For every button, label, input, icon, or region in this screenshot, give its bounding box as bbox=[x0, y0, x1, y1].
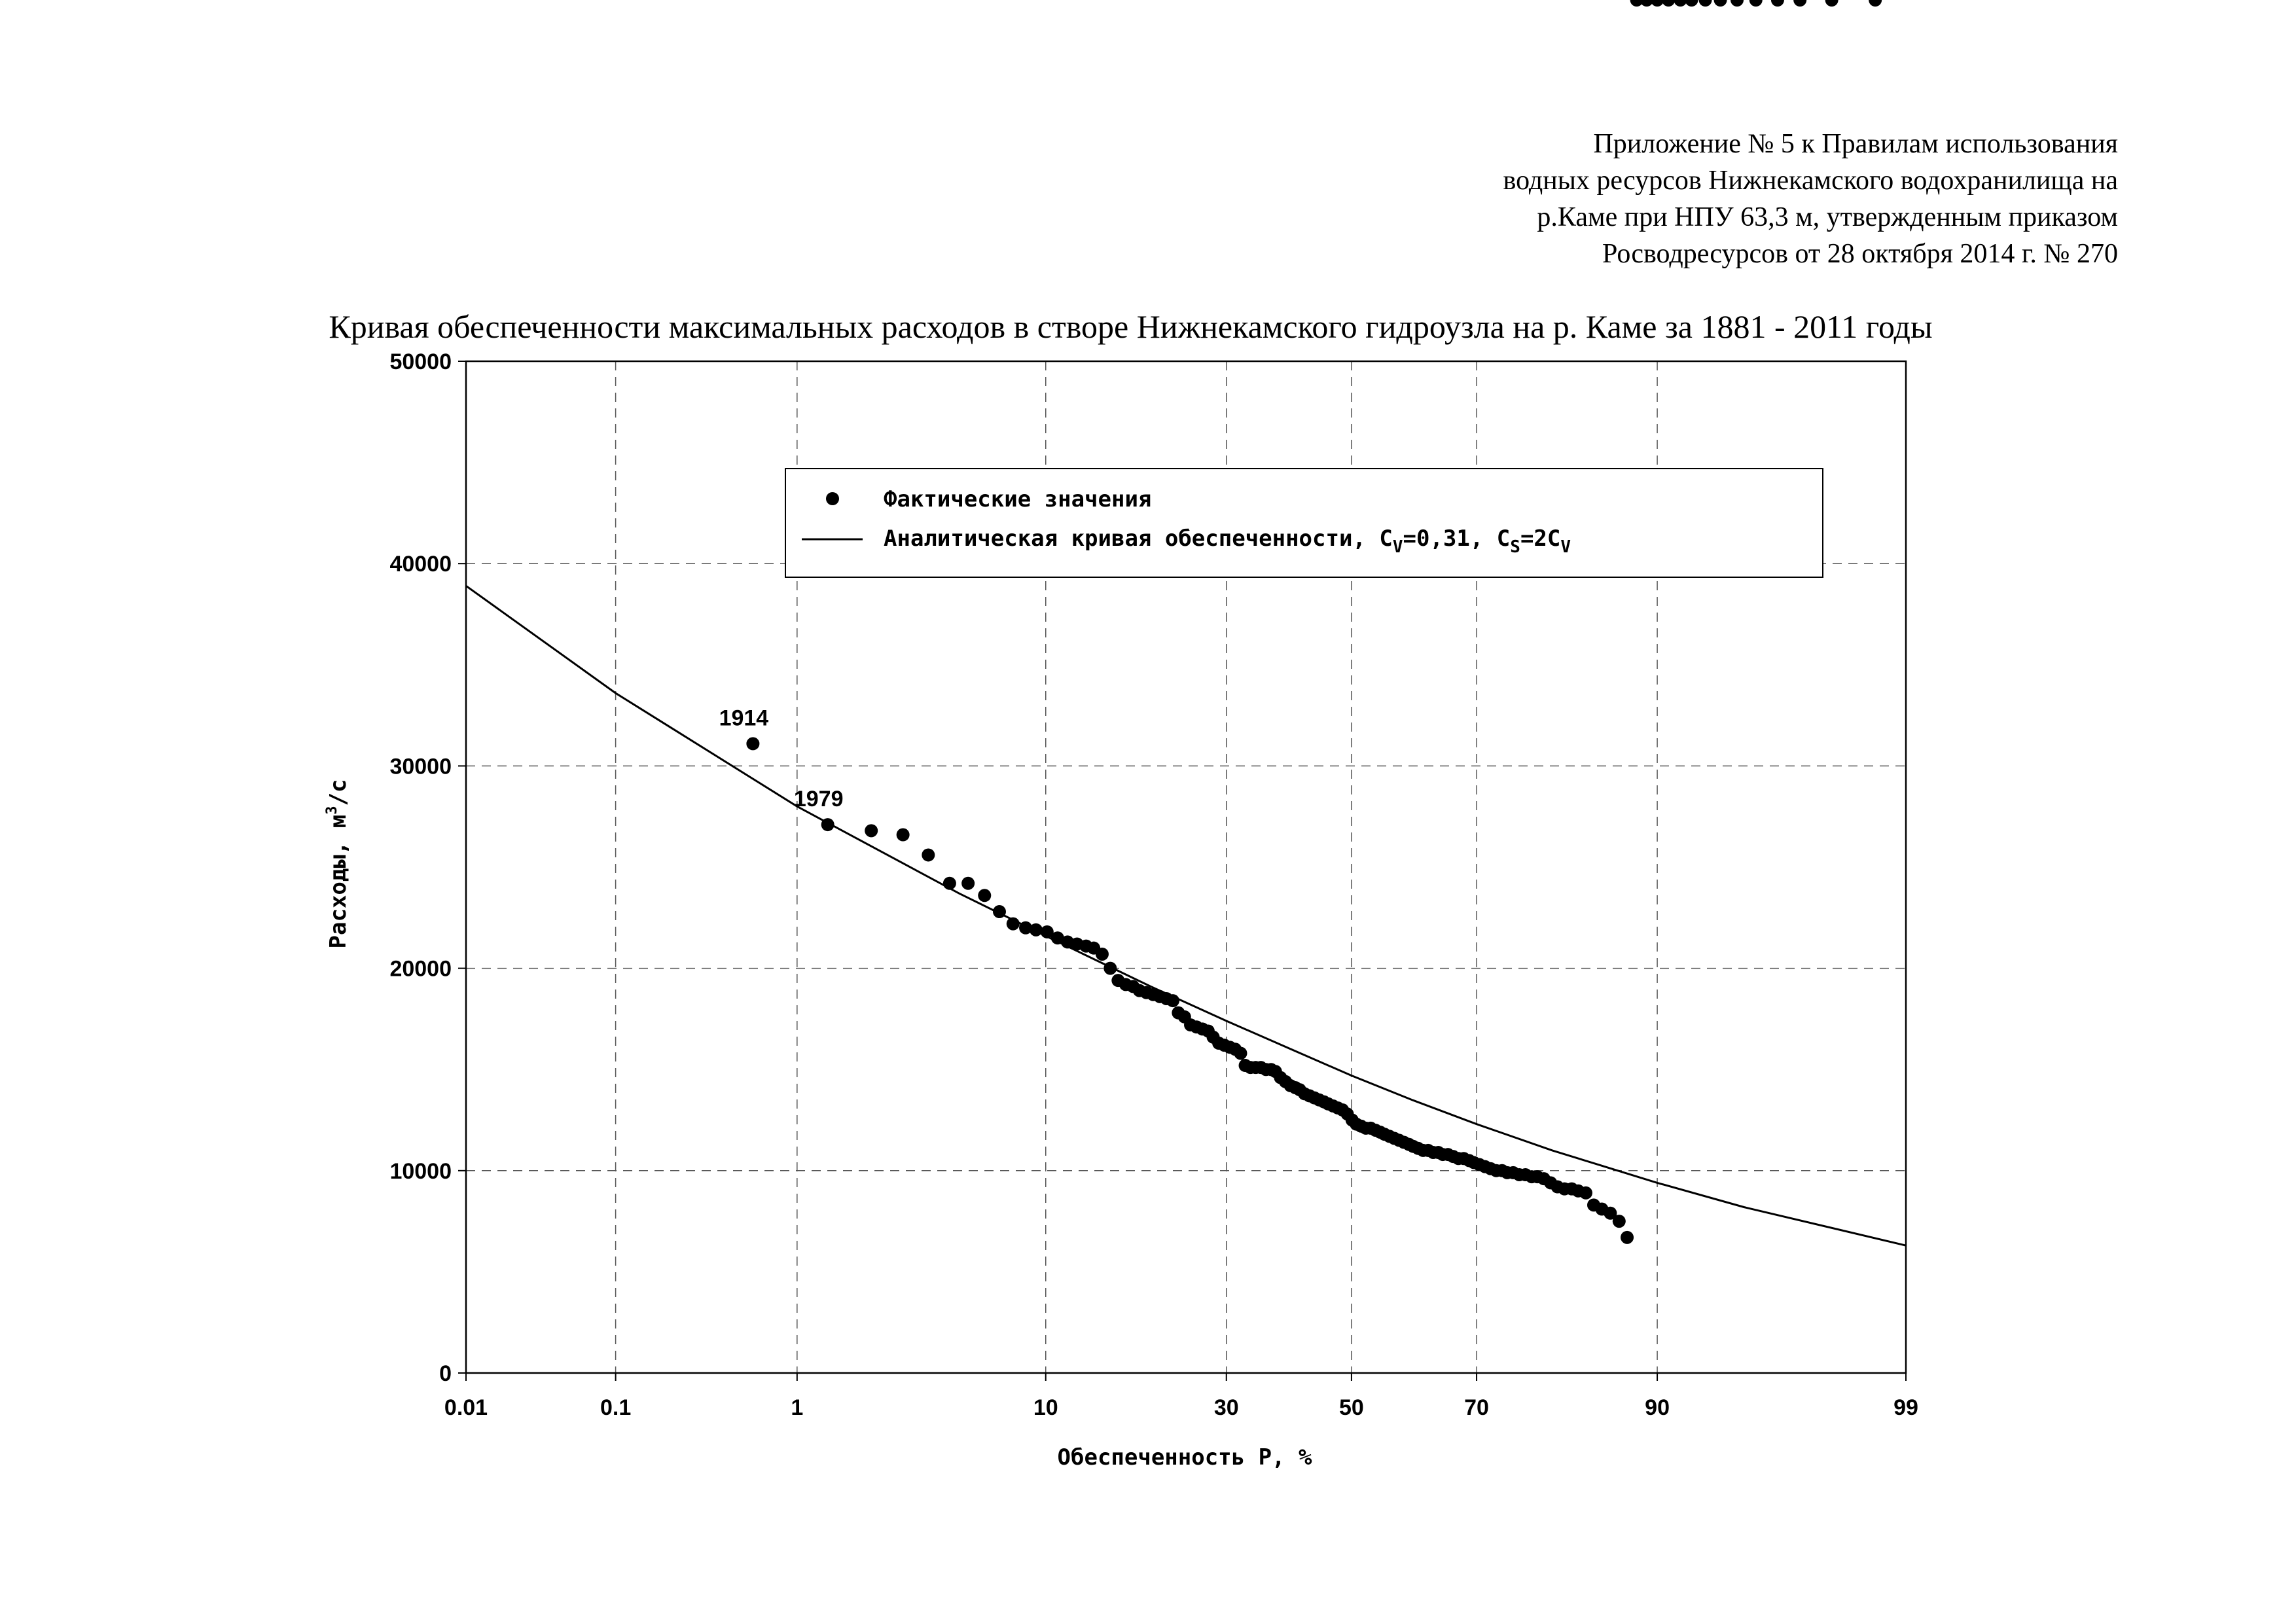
x-tick-label: 0.01 bbox=[444, 1395, 488, 1420]
y-tick-label: 20000 bbox=[389, 956, 452, 982]
header-line-4: Росводресурсов от 28 октября 2014 г. № 270 bbox=[1602, 239, 2118, 269]
y-tick-label: 40000 bbox=[389, 552, 452, 577]
data-point bbox=[1793, 0, 1806, 7]
data-point bbox=[1662, 0, 1675, 7]
data-point bbox=[1579, 1186, 1592, 1200]
legend-line-label-prefix: Аналитическая кривая обеспеченности, C bbox=[884, 526, 1393, 552]
legend-line-label-mid: =0,31, C bbox=[1403, 526, 1511, 552]
legend-marker-label: Фактические значения bbox=[884, 486, 1152, 512]
x-tick-label: 99 bbox=[1893, 1395, 1918, 1420]
y-axis-label-tail: /с bbox=[325, 779, 351, 806]
data-point bbox=[943, 877, 956, 890]
chart-title: Кривая обеспеченности максимальных расходов в створе Нижнекамского гидроузла на р. Каме за 1881 - 2011 годы bbox=[329, 308, 1933, 345]
header-line-3: р.Каме при НПУ 63,3 м, утвержденным приказом bbox=[1537, 202, 2118, 232]
data-point bbox=[1613, 1215, 1626, 1228]
legend-line-label-sub3: V bbox=[1560, 537, 1571, 557]
x-tick-label: 1 bbox=[791, 1395, 804, 1420]
data-point bbox=[1685, 0, 1698, 7]
point-annotation: 1979 bbox=[793, 787, 844, 812]
data-point bbox=[865, 824, 878, 837]
data-point bbox=[1096, 948, 1109, 961]
data-point bbox=[1030, 923, 1043, 936]
x-tick-label: 30 bbox=[1213, 1395, 1239, 1420]
legend-line-label-eq: =2C bbox=[1520, 526, 1561, 552]
x-axis-label: Обеспеченность P, % bbox=[1057, 1444, 1312, 1471]
legend-box bbox=[785, 469, 1823, 577]
data-point bbox=[1621, 1231, 1634, 1244]
data-point bbox=[1869, 0, 1882, 7]
header-line-2: водных ресурсов Нижнекамского водохранилища на bbox=[1503, 166, 2118, 196]
x-tick-label: 10 bbox=[1033, 1395, 1058, 1420]
data-point bbox=[993, 905, 1006, 918]
data-point bbox=[1699, 0, 1712, 7]
x-tick-label: 90 bbox=[1645, 1395, 1670, 1420]
y-tick-label: 10000 bbox=[389, 1158, 452, 1184]
data-point bbox=[821, 818, 834, 831]
data-point bbox=[1749, 0, 1763, 7]
y-axis-label bbox=[324, 779, 351, 949]
analytic-curve bbox=[466, 586, 1906, 1245]
data-point bbox=[1651, 0, 1664, 7]
data-point bbox=[897, 829, 910, 842]
header-line-1: Приложение № 5 к Правилам использования bbox=[1593, 129, 2118, 159]
data-point bbox=[1714, 0, 1727, 7]
data-point bbox=[1234, 1046, 1247, 1060]
point-annotation: 1914 bbox=[719, 705, 769, 731]
data-point bbox=[1103, 962, 1117, 975]
y-tick-label: 50000 bbox=[389, 349, 452, 374]
legend-marker bbox=[826, 492, 839, 505]
x-tick-label: 0.1 bbox=[600, 1395, 632, 1420]
data-point bbox=[746, 737, 759, 750]
data-point bbox=[1771, 0, 1784, 7]
data-point bbox=[1825, 0, 1839, 7]
data-point bbox=[922, 848, 935, 861]
y-axis-label-sup: 3 bbox=[324, 806, 340, 815]
analytic-curve-group bbox=[466, 586, 1906, 1245]
legend-line-label-sub1: V bbox=[1392, 537, 1403, 557]
data-point bbox=[1166, 994, 1179, 1007]
data-point bbox=[1731, 0, 1744, 7]
y-tick-labels bbox=[389, 349, 466, 1386]
x-tick-label: 70 bbox=[1464, 1395, 1489, 1420]
data-point bbox=[961, 877, 975, 890]
legend bbox=[785, 469, 1823, 577]
data-point bbox=[1674, 0, 1687, 7]
y-tick-label: 0 bbox=[439, 1361, 452, 1386]
observed-points-group bbox=[746, 0, 1882, 1244]
legend-line-label-sub2: S bbox=[1510, 537, 1520, 557]
data-point bbox=[1007, 918, 1020, 931]
data-point bbox=[978, 889, 991, 902]
y-axis-label-main: Расходы, м bbox=[325, 814, 351, 949]
y-tick-label: 30000 bbox=[389, 754, 452, 779]
x-tick-label: 50 bbox=[1338, 1395, 1364, 1420]
x-tick-labels bbox=[444, 1373, 1918, 1420]
